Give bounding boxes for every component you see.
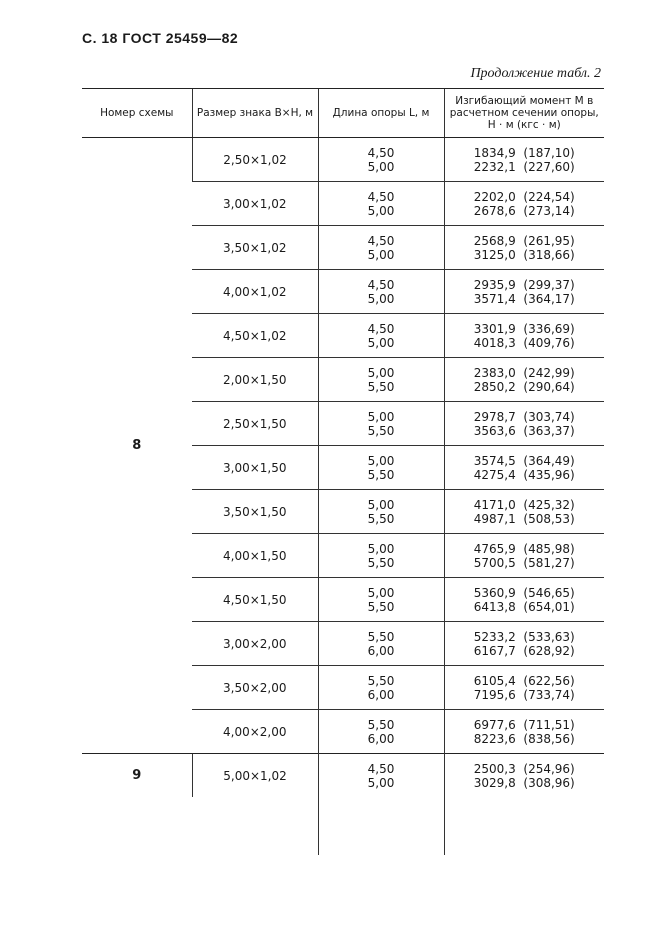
bending-moment: [444, 226, 604, 270]
moment-value: 3571,4 (364,17): [473, 291, 575, 306]
sign-size: 3,00×1,50: [192, 446, 318, 490]
page-header: С. 18 ГОСТ 25459—82: [82, 30, 239, 46]
length-value: 5,50: [367, 599, 395, 614]
bending-moment: [444, 270, 604, 314]
sign-size: 3,00×2,00: [192, 622, 318, 666]
length-value: 5,50: [367, 467, 395, 482]
moment-value: 4018,3 (409,76): [473, 335, 575, 350]
bending-moment: [444, 754, 604, 798]
moment-value: 3574,5 (364,49): [473, 453, 575, 468]
length-value: 5,50: [367, 717, 395, 732]
bending-moment: [444, 534, 604, 578]
header-size: Размер знака B×H, м: [192, 89, 318, 138]
scheme-number: 8: [82, 138, 192, 754]
sign-size: 4,00×2,00: [223, 724, 287, 739]
bending-moment: [444, 182, 604, 226]
moment-value: 2978,7 (303,74): [473, 409, 575, 424]
bending-moment: [444, 578, 604, 622]
length-value: 5,50: [367, 629, 395, 644]
length-value: 5,00: [367, 453, 395, 468]
bending-moment: [444, 446, 604, 490]
empty-cell: [444, 797, 604, 855]
length-value: 5,00: [367, 365, 395, 380]
support-length: [318, 446, 444, 490]
length-value: 5,50: [367, 511, 395, 526]
moment-value: 6105,4 (622,56): [473, 673, 575, 688]
length-value: 5,00: [367, 335, 395, 350]
support-length: [318, 710, 444, 754]
support-length: [318, 622, 444, 666]
moment-value: 5360,9 (546,65): [473, 585, 575, 600]
empty-cell: [318, 797, 444, 855]
moment-value: 3125,0 (318,66): [473, 247, 575, 262]
bending-moment: [444, 622, 604, 666]
support-length: [318, 534, 444, 578]
bending-moment: [444, 358, 604, 402]
support-length: [318, 270, 444, 314]
sign-size: 4,50×1,02: [192, 314, 318, 358]
sign-size: 4,50×1,50: [192, 578, 318, 622]
length-value: 6,00: [367, 643, 395, 658]
support-length: [318, 754, 444, 798]
sign-size: 4,00×1,02: [192, 270, 318, 314]
moment-value: 5700,5 (581,27): [473, 555, 575, 570]
bending-moment: [444, 402, 604, 446]
support-length: [318, 666, 444, 710]
length-value: 4,50: [367, 761, 395, 776]
table-row: [82, 754, 604, 798]
sign-size: 3,50×2,00: [192, 666, 318, 710]
length-value: 6,00: [367, 687, 395, 702]
table-body: [82, 138, 604, 856]
bending-moment: [444, 710, 604, 754]
moment-value: 4275,4 (435,96): [473, 467, 575, 482]
moment-value: 5233,2 (533,63): [473, 629, 575, 644]
length-value: 5,50: [367, 423, 395, 438]
header-length: Длина опоры L, м: [318, 89, 444, 138]
support-length: [318, 402, 444, 446]
length-value: 4,50: [367, 321, 395, 336]
support-length: [318, 490, 444, 534]
table-row: [82, 138, 604, 182]
moment-value: 3029,8 (308,96): [473, 775, 575, 790]
bending-moment: [444, 138, 604, 182]
moment-value: 2202,0 (224,54): [473, 189, 575, 204]
length-value: 5,00: [367, 159, 395, 174]
data-table: [82, 88, 604, 855]
length-value: 5,00: [367, 247, 395, 262]
length-value: 6,00: [367, 731, 395, 746]
bending-moment: [444, 490, 604, 534]
moment-value: 7195,6 (733,74): [473, 687, 575, 702]
sign-size: 4,00×1,50: [192, 534, 318, 578]
support-length: [318, 182, 444, 226]
moment-value: 2500,3 (254,96): [473, 761, 575, 776]
moment-value: 3563,6 (363,37): [473, 423, 575, 438]
moment-value: 6167,7 (628,92): [473, 643, 575, 658]
header-moment: Изгибающий момент M в расчетном сечении опоры, Н · м (кгс · м): [444, 89, 604, 138]
moment-value: 2935,9 (299,37): [473, 277, 575, 292]
sign-size: 5,00×1,02: [192, 754, 318, 798]
moment-value: 2232,1 (227,60): [473, 159, 575, 174]
sign-size: 2,00×1,50: [192, 358, 318, 402]
support-length: [318, 314, 444, 358]
length-value: 5,00: [367, 497, 395, 512]
length-value: 4,50: [367, 233, 395, 248]
moment-value: 6413,8 (654,01): [473, 599, 575, 614]
scheme-number: 9: [82, 754, 192, 856]
moment-value: 2383,0 (242,99): [473, 365, 575, 380]
moment-value: 2850,2 (290,64): [473, 379, 575, 394]
moment-value: 4765,9 (485,98): [473, 541, 575, 556]
length-value: 5,50: [367, 673, 395, 688]
support-length: [318, 358, 444, 402]
length-value: 5,50: [367, 379, 395, 394]
support-length: [318, 578, 444, 622]
length-value: 4,50: [367, 145, 395, 160]
moment-value: 6977,6 (711,51): [473, 717, 575, 732]
sign-size: 3,50×1,50: [192, 490, 318, 534]
support-length: [318, 226, 444, 270]
header-scheme: Номер схемы: [82, 89, 192, 138]
moment-value: 2568,9 (261,95): [473, 233, 575, 248]
length-value: 5,00: [367, 409, 395, 424]
support-length: [318, 138, 444, 182]
moment-value: 4171,0 (425,32): [473, 497, 575, 512]
sign-size: 2,50×1,02: [192, 138, 318, 182]
sign-size: 3,00×1,02: [192, 182, 318, 226]
moment-value: 4987,1 (508,53): [473, 511, 575, 526]
moment-value: 2678,6 (273,14): [473, 203, 575, 218]
empty-cell: [192, 797, 318, 855]
bending-moment: [444, 666, 604, 710]
length-value: 5,50: [367, 555, 395, 570]
length-value: 5,00: [367, 775, 395, 790]
length-value: 5,00: [367, 291, 395, 306]
moment-value: 1834,9 (187,10): [473, 145, 575, 160]
length-value: 5,00: [367, 585, 395, 600]
sign-size: 2,50×1,50: [192, 402, 318, 446]
sign-size: 3,50×1,02: [192, 226, 318, 270]
moment-value: 8223,6 (838,56): [473, 731, 575, 746]
table-continuation-label: Продолжение табл. 2: [470, 66, 601, 81]
bending-moment: [444, 314, 604, 358]
length-value: 4,50: [367, 189, 395, 204]
moment-value: 3301,9 (336,69): [473, 321, 575, 336]
length-value: 5,00: [367, 541, 395, 556]
length-value: 4,50: [367, 277, 395, 292]
length-value: 5,00: [367, 203, 395, 218]
